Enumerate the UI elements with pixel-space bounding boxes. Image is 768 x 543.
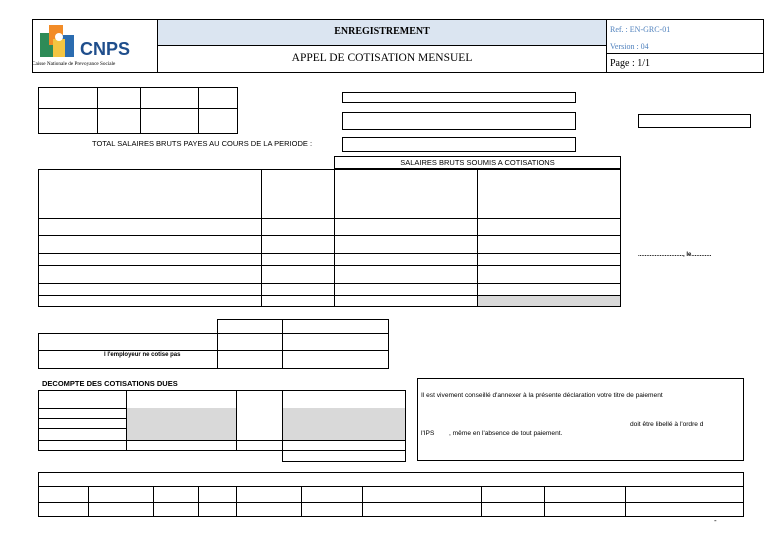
decompte-shaded-1 xyxy=(126,408,236,440)
version: Version : 04 xyxy=(610,42,649,51)
logo-caption: Caisse Nationale de Prevoyance Sociale xyxy=(32,61,116,67)
shaded-cell xyxy=(478,296,620,306)
note-line-2: doit être libellé à l'ordre d xyxy=(630,421,704,428)
salaires-header-label: SALAIRES BRUTS SOUMIS A COTISATIONS xyxy=(400,158,555,167)
doc-title: ENREGISTREMENT xyxy=(334,26,430,37)
employer-table-left xyxy=(38,333,218,369)
note-line-1: Il est vivement conseillé d'annexer à la présente déclaration votre titre de paiement xyxy=(421,392,663,399)
decompte-title: DECOMPTE DES COTISATIONS DUES xyxy=(42,379,178,388)
payment-note-box xyxy=(417,378,744,461)
ref-code: Ref. : EN-GRC-01 xyxy=(610,25,671,34)
logo-text: CNPS xyxy=(80,39,131,59)
cnps-logo xyxy=(32,25,152,69)
total-label: TOTAL SALAIRES BRUTS PAYES AU COURS DE LA PERIODE : xyxy=(92,139,313,148)
decompte-shaded-2 xyxy=(283,408,405,440)
salaires-table xyxy=(38,169,621,307)
place-date: ..........................., le............ xyxy=(638,252,712,258)
doc-subtitle: APPEL DE COTISATION MENSUEL xyxy=(291,52,473,64)
note-line-3: l'IPS , même en l'absence de tout paiement. xyxy=(421,430,563,437)
input-box-2[interactable] xyxy=(342,112,576,130)
bottom-table xyxy=(38,472,744,517)
trailing-dash: - xyxy=(714,516,717,525)
input-box-right[interactable] xyxy=(638,114,751,128)
id-grid xyxy=(38,87,238,134)
page-number: Page : 1/1 xyxy=(610,58,650,69)
employer-table xyxy=(217,319,389,369)
input-box-1[interactable] xyxy=(342,92,576,103)
employer-note: l l'employeur ne cotise pas xyxy=(104,352,181,358)
total-input[interactable] xyxy=(342,137,576,152)
